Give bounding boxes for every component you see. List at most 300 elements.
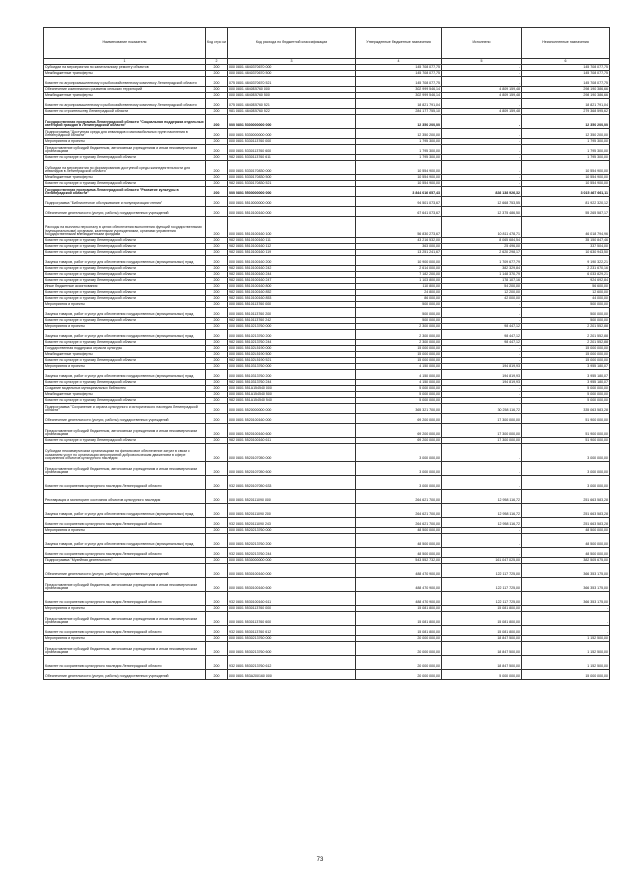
row-remaining: 15 000 000,00	[522, 358, 610, 364]
row-line-code: 200	[206, 548, 228, 558]
row-line-code: 200	[206, 207, 228, 217]
row-executed: 30 258 116,72	[442, 404, 522, 414]
row-executed: 194 819,93	[442, 370, 522, 380]
row-approved: 145 708 077,75	[356, 77, 442, 87]
row-budget-code: 000 0801 5330000000 000	[228, 129, 356, 139]
row-remaining: 298 190 386,66	[522, 87, 610, 93]
row-budget-code: 000 0801 5510313760 200	[228, 370, 356, 380]
row-name: Комитет по культуре и туризму Ленинградской области	[44, 238, 206, 244]
row-line-code: 200	[206, 284, 228, 290]
row-approved: 3 000 000,00	[356, 444, 442, 462]
row-line-code: 200	[206, 308, 228, 318]
row-name: Предоставление субсидий бюджетным, автономным учреждениям и иным некоммерческим организациям	[44, 642, 206, 656]
row-name: Мероприятия и проекты	[44, 636, 206, 642]
row-name: Комитет по культуре и туризму Ленинградской области	[44, 358, 206, 364]
row-remaining: 51 900 000,00	[522, 424, 610, 438]
row-remaining: 1 795 300,00	[522, 145, 610, 155]
row-line-code: 200	[206, 490, 228, 504]
row-executed: 12 375 486,50	[442, 207, 522, 217]
column-number: 3	[228, 59, 356, 65]
row-remaining: 2 201 552,88	[522, 330, 610, 340]
row-name: Расходы на выплаты персоналу в целях обеспечения выполнения функций государственными (муниципальными) органами, казенными учреждениями, органами управления государственными внебюджетными фондами	[44, 217, 206, 238]
row-line-code: 200	[206, 438, 228, 444]
row-name: Комитет по сохранению культурного наследия Ленинградской области	[44, 518, 206, 528]
row-executed: 12 200,00	[442, 290, 522, 296]
row-remaining: 44 000,00	[522, 296, 610, 302]
row-approved: 15 000 000,00	[356, 352, 442, 358]
row-remaining: 251 663 583,28	[522, 490, 610, 504]
row-approved: 5 000 000,00	[356, 386, 442, 392]
row-executed: 10 811 478,71	[442, 217, 522, 238]
row-budget-code: 000 0801 5330170830 000	[228, 161, 356, 175]
row-remaining: 3 000 000,00	[522, 444, 610, 462]
row-executed: 12 958 116,72	[442, 490, 522, 504]
table-row	[44, 564, 610, 578]
table-row	[44, 99, 610, 109]
row-remaining: 10 554 900,00	[522, 161, 610, 175]
row-approved: 20 000 000,00	[356, 636, 442, 642]
row-line-code: 200	[206, 238, 228, 244]
row-remaining: 500 000,00	[522, 318, 610, 324]
row-approved: 4 150 000,00	[356, 370, 442, 380]
row-approved: 10 554 900,00	[356, 175, 442, 181]
row-remaining: 15 000 000,00	[522, 346, 610, 352]
row-line-code: 200	[206, 217, 228, 238]
row-executed: 178 107,16	[442, 278, 522, 284]
row-approved: 10 554 900,00	[356, 181, 442, 187]
row-executed: 828 138 926,32	[442, 187, 522, 197]
row-approved: 12 350 200,00	[356, 129, 442, 139]
row-approved: 15 000 000,00	[356, 358, 442, 364]
row-name: Мероприятия и проекты	[44, 364, 206, 370]
table-row	[44, 534, 610, 548]
row-line-code: 200	[206, 462, 228, 476]
row-budget-code: 000 0801 5510213760 000	[228, 324, 356, 330]
row-name: Комитет по культуре и туризму Ленинградской области	[44, 266, 206, 272]
row-approved: 363 000,00	[356, 244, 442, 250]
table-row	[44, 476, 610, 490]
row-remaining: 5 000 000,00	[522, 386, 610, 392]
row-line-code: 200	[206, 324, 228, 330]
row-budget-code: 000 0801 55102L5190 000	[228, 346, 356, 352]
row-line-code: 200	[206, 175, 228, 181]
row-approved: 3 000 000,00	[356, 476, 442, 490]
row-executed: 12 668 753,55	[442, 197, 522, 207]
row-remaining: 382 505 675,00	[522, 558, 610, 564]
column-number: 2	[206, 59, 228, 65]
row-name: Закупка товаров, работ и услуг для обеспечения государственных (муниципальных) нужд	[44, 534, 206, 548]
row-remaining: 366 353 175,00	[522, 564, 610, 578]
row-budget-code: 000 0801 5520111090 200	[228, 504, 356, 518]
row-line-code: 200	[206, 352, 228, 358]
row-approved: 94 501 073,67	[356, 197, 442, 207]
row-budget-code: 932 0801 5530113760 612	[228, 626, 356, 636]
row-name: Предоставление субсидий бюджетным, автономным учреждениям и иным некоммерческим организациям	[44, 145, 206, 155]
row-name: Межбюджетные трансферты	[44, 175, 206, 181]
row-budget-code: 982 0801 5330170830 521	[228, 181, 356, 187]
row-line-code: 200	[206, 145, 228, 155]
row-budget-code: 000 0801 4840Б5760 500	[228, 93, 356, 99]
row-name: Комитет по культуре и туризму Ленинградской области	[44, 272, 206, 278]
row-budget-code: 000 0801 5530213760 000	[228, 636, 356, 642]
column-number: 1	[44, 59, 206, 65]
row-budget-code: 000 0801 551A154540 500	[228, 392, 356, 398]
row-approved: 48 500 000,00	[356, 548, 442, 558]
row-remaining: 3 000 000,00	[522, 462, 610, 476]
row-budget-code: 932 0801 5520213760 244	[228, 548, 356, 558]
row-line-code: 200	[206, 476, 228, 490]
row-executed: 1 709 677,79	[442, 256, 522, 266]
row-budget-code: 000 0801 551A154540 000	[228, 386, 356, 392]
row-budget-code: 000 0801 4840Б5760 000	[228, 87, 356, 93]
row-name: Закупка товаров, работ и услуг для обеспечения государственных (муниципальных) нужд	[44, 256, 206, 266]
table-row	[44, 670, 610, 680]
row-budget-code: 982 0801 5510100160 247	[228, 278, 356, 284]
row-executed: 98 447,12	[442, 330, 522, 340]
row-remaining: 5 000 000,00	[522, 392, 610, 398]
row-budget-code: 000 0801 5330113760 600	[228, 145, 356, 155]
row-budget-code: 932 0801 5520111090 243	[228, 518, 356, 528]
table-row	[44, 462, 610, 476]
row-name: Обеспечение деятельности (услуги, работы) государственных учреждений	[44, 207, 206, 217]
row-executed: -	[442, 352, 522, 358]
row-budget-code: 000 0801 553A200160 000	[228, 670, 356, 680]
row-approved: 4 150 000,00	[356, 364, 442, 370]
row-executed: 4 809 159,48	[442, 93, 522, 99]
row-remaining: 1 795 300,00	[522, 155, 610, 161]
header-executed: Исполнено	[442, 28, 522, 59]
row-budget-code: 000 0801 5510213760 200	[228, 330, 356, 340]
row-name: Комитет по культуре и туризму Ленинградской области	[44, 290, 206, 296]
row-budget-code: 000 0801 5520213760 000	[228, 528, 356, 534]
table-row	[44, 161, 610, 175]
row-remaining: 279 368 595,62	[522, 109, 610, 115]
row-budget-code: 982 0801 5510100160 852	[228, 290, 356, 296]
row-remaining: 51 900 000,00	[522, 414, 610, 424]
row-name: Комитет по культуре и туризму Ленинградской области	[44, 398, 206, 404]
row-name: Мероприятия и проекты	[44, 528, 206, 534]
page-number: 73	[316, 857, 324, 863]
row-executed: 54 200,00	[442, 284, 522, 290]
row-name: Комитет по культуре и туризму Ленинградской области	[44, 250, 206, 256]
table-row	[44, 504, 610, 518]
row-remaining: 55 265 587,17	[522, 207, 610, 217]
row-budget-code: 000 0801 5510100160 100	[228, 217, 356, 238]
row-line-code: 200	[206, 302, 228, 308]
table-row	[44, 77, 610, 87]
row-remaining: 145 708 077,75	[522, 77, 610, 87]
row-name: Комитет по строительству Ленинградской области	[44, 109, 206, 115]
row-approved: 488 470 900,00	[356, 578, 442, 592]
row-approved: 15 081 800,00	[356, 612, 442, 626]
row-executed: 18 847 500,00	[442, 636, 522, 642]
table-row	[44, 424, 610, 438]
table-row	[44, 612, 610, 626]
row-line-code: 200	[206, 606, 228, 612]
row-executed: -	[442, 462, 522, 476]
row-budget-code: 982 0801 5510100160 242	[228, 266, 356, 272]
row-executed: -	[442, 346, 522, 352]
row-name: Предоставление субсидий бюджетным, автономным учреждениям и иным некоммерческим организациям	[44, 578, 206, 592]
table-row	[44, 217, 610, 238]
row-line-code: 200	[206, 266, 228, 272]
row-executed: 382 329,84	[442, 266, 522, 272]
row-remaining: 10 554 900,00	[522, 175, 610, 181]
row-remaining: 9 190 322,21	[522, 256, 610, 266]
row-approved: 15 081 800,00	[356, 606, 442, 612]
row-line-code: 200	[206, 504, 228, 518]
row-line-code: 200	[206, 534, 228, 548]
row-executed: 12 958 116,72	[442, 504, 522, 518]
row-budget-code: 982 0801 5510100160 853	[228, 296, 356, 302]
table-row	[44, 626, 610, 636]
row-remaining: -	[522, 626, 610, 636]
row-line-code: 200	[206, 424, 228, 438]
row-line-code: 200	[206, 444, 228, 462]
row-line-code: 200	[206, 392, 228, 398]
table-row	[44, 578, 610, 592]
header-line-code: Код стро ки	[206, 28, 228, 59]
row-name: Закупка товаров, работ и услуг для обеспечения государственных (муниципальных) нужд	[44, 370, 206, 380]
row-line-code: 200	[206, 398, 228, 404]
row-line-code: 200	[206, 404, 228, 414]
row-budget-code: 000 0801 5520000000 000	[228, 404, 356, 414]
row-name: Субсидии на мероприятия по формированию доступной среды жизнедеятельности для инвалидов в Ленинградской области	[44, 161, 206, 175]
row-budget-code: 982 0801 5510313760 244	[228, 380, 356, 386]
row-remaining: 1 795 300,00	[522, 139, 610, 145]
row-executed: 4 809 159,48	[442, 87, 522, 93]
row-line-code: 200	[206, 65, 228, 71]
row-budget-code: 000 0801 5530113760 600	[228, 612, 356, 626]
table-row	[44, 197, 610, 207]
row-executed: 17 300 000,00	[442, 414, 522, 424]
row-budget-code: 000 0801 5530100160 000	[228, 564, 356, 578]
row-name: Комитет по культуре и туризму Ленинградской области	[44, 318, 206, 324]
row-remaining: 3 000 000,00	[522, 476, 610, 490]
row-executed: -	[442, 476, 522, 490]
row-line-code: 200	[206, 139, 228, 145]
row-name: Закупка товаров, работ и услуг для обеспечения государственных (муниципальных) нужд	[44, 330, 206, 340]
row-line-code: 200	[206, 318, 228, 324]
row-remaining: 2 201 552,88	[522, 340, 610, 346]
row-approved: 145 708 077,75	[356, 65, 442, 71]
row-line-code: 200	[206, 528, 228, 534]
row-remaining: 12 600,00	[522, 290, 610, 296]
row-budget-code: 000 0801 5520213760 200	[228, 534, 356, 548]
row-name: Мероприятия и проекты	[44, 139, 206, 145]
row-name: Комитет по сохранению культурного наследия Ленинградской области	[44, 592, 206, 606]
row-name: Межбюджетные трансферты	[44, 392, 206, 398]
row-line-code: 200	[206, 181, 228, 187]
row-remaining: 35 150 847,46	[522, 238, 610, 244]
row-name: Комитет по сохранению культурного наследия Ленинградской области	[44, 626, 206, 636]
row-budget-code: 000 0801 5520100160 600	[228, 424, 356, 438]
row-line-code: 200	[206, 578, 228, 592]
row-budget-code: 000 0801 5330113760 000	[228, 139, 356, 145]
row-executed: 17 300 000,00	[442, 438, 522, 444]
row-line-code: 200	[206, 558, 228, 564]
table-row	[44, 256, 610, 266]
table-row	[44, 308, 610, 318]
row-executed: -	[442, 155, 522, 161]
row-executed: 122 117 725,00	[442, 564, 522, 578]
row-budget-code: 000 0801 5520111090 000	[228, 490, 356, 504]
row-budget-code: 932 0801 5530213760 612	[228, 656, 356, 670]
row-remaining: 46 018 794,96	[522, 217, 610, 238]
row-line-code: 200	[206, 364, 228, 370]
table-row	[44, 404, 610, 414]
table-header-row	[44, 28, 610, 59]
row-budget-code: 000 0801 5520107050 600	[228, 462, 356, 476]
row-budget-code: 000 0801 5530213760 600	[228, 642, 356, 656]
row-name: Подпрограмма "Сохранение и охрана культурного и исторического наследия Ленинградской области"	[44, 404, 206, 414]
row-remaining: 10 554 900,00	[522, 181, 610, 187]
row-budget-code: 075 0801 4840370670 521	[228, 77, 356, 87]
row-remaining: 12 350 200,00	[522, 115, 610, 129]
column-number: 5	[442, 59, 522, 65]
row-approved: 20 000 000,00	[356, 670, 442, 680]
report-sheet	[43, 27, 609, 680]
row-line-code: 200	[206, 358, 228, 364]
row-approved: 264 621 700,00	[356, 518, 442, 528]
table-row	[44, 656, 610, 670]
row-line-code: 200	[206, 93, 228, 99]
row-approved: 488 470 900,00	[356, 564, 442, 578]
row-approved: 264 621 700,00	[356, 504, 442, 518]
row-executed: 15 081 800,00	[442, 612, 522, 626]
row-executed: -	[442, 398, 522, 404]
row-name: Государственная поддержка отрасли культуры	[44, 346, 206, 352]
row-name: Комитет по сохранению культурного наследия Ленинградской области	[44, 476, 206, 490]
row-approved: 13 251 241,67	[356, 250, 442, 256]
table-row	[44, 548, 610, 558]
row-name: Комитет по сохранению культурного наследия Ленинградской области	[44, 656, 206, 670]
row-remaining: 366 353 175,00	[522, 578, 610, 592]
row-line-code: 200	[206, 386, 228, 392]
row-line-code: 200	[206, 244, 228, 250]
row-name: Закупка товаров, работ и услуг для обеспечения государственных (муниципальных) нужд	[44, 504, 206, 518]
row-name: Предоставление субсидий бюджетным, автономным учреждениям и иным некоммерческим организациям	[44, 462, 206, 476]
row-line-code: 200	[206, 296, 228, 302]
row-executed: 194 819,93	[442, 380, 522, 386]
column-number: 6	[522, 59, 610, 65]
row-executed: -	[442, 302, 522, 308]
row-budget-code: 000 0801 5330170830 500	[228, 175, 356, 181]
row-name: Обеспечение комплексного развития сельских территорий	[44, 87, 206, 93]
row-remaining: -	[522, 606, 610, 612]
row-approved: 284 177 755,10	[356, 109, 442, 115]
row-approved: 69 200 000,00	[356, 438, 442, 444]
row-executed: -	[442, 145, 522, 155]
row-name: Подпрограмма "Музейная деятельность"	[44, 558, 206, 564]
row-executed: 98 447,12	[442, 340, 522, 346]
row-approved: 500 000,00	[356, 318, 442, 324]
row-approved: 67 641 073,67	[356, 207, 442, 217]
row-budget-code: 982 0801 5510100160 119	[228, 250, 356, 256]
table-row	[44, 207, 610, 217]
row-name: Подпрограмма "Библиотечное обслуживание и популяризация чтения"	[44, 197, 206, 207]
row-line-code: 200	[206, 414, 228, 424]
row-name: Предоставление субсидий бюджетным, автономным учреждениям и иным некоммерческим организациям	[44, 612, 206, 626]
row-remaining: 298 190 386,66	[522, 93, 610, 99]
row-approved: 3 000 000,00	[356, 462, 442, 476]
row-executed: 17 300 000,00	[442, 424, 522, 438]
row-remaining: 924 692,84	[522, 278, 610, 284]
row-line-code: 200	[206, 642, 228, 656]
row-remaining: 1 152 500,00	[522, 636, 610, 642]
row-name: Подпрограмма "Доступная среда для инвалидов и маломобильных групп населения в Ленинградской области"	[44, 129, 206, 139]
row-line-code: 200	[206, 109, 228, 115]
row-executed: -	[442, 318, 522, 324]
row-remaining: 366 353 175,00	[522, 592, 610, 606]
row-name: Комитет по культуре и туризму Ленинградской области	[44, 278, 206, 284]
header-name: Наименование показателя	[44, 28, 206, 59]
row-name: Межбюджетные трансферты	[44, 93, 206, 99]
row-remaining: 145 708 077,75	[522, 65, 610, 71]
row-remaining: 2 231 670,16	[522, 266, 610, 272]
row-budget-code: 000 0801 4840370670 000	[228, 65, 356, 71]
table-row	[44, 592, 610, 606]
row-budget-code: 000 0801 5510100160 000	[228, 207, 356, 217]
row-budget-code: 000 0801 5530113760 000	[228, 606, 356, 612]
row-budget-code: 000 0801 5520107050 000	[228, 444, 356, 462]
row-executed: -	[442, 548, 522, 558]
row-name: Комитет по агропромышленному и рыбохозяйственному комплексу Ленинградской области	[44, 77, 206, 87]
row-executed: -	[442, 129, 522, 139]
table-row	[44, 444, 610, 462]
row-remaining: 15 000 000,00	[522, 670, 610, 680]
row-approved: 302 999 546,14	[356, 93, 442, 99]
row-approved: 2 300 000,00	[356, 340, 442, 346]
row-approved: 5 000 000,00	[356, 392, 442, 398]
row-approved: 488 470 900,00	[356, 592, 442, 606]
row-line-code: 200	[206, 115, 228, 129]
row-line-code: 200	[206, 272, 228, 278]
row-executed: 194 819,93	[442, 364, 522, 370]
row-executed: 5 000 000,00	[442, 670, 522, 680]
row-executed: 42 000,00	[442, 296, 522, 302]
row-budget-code: 000 0801 5520100160 000	[228, 414, 356, 424]
row-approved: 10 900 000,00	[356, 256, 442, 266]
row-approved: 10 554 900,00	[356, 161, 442, 175]
row-executed: 25 496,00	[442, 244, 522, 250]
row-budget-code: 932 0801 5520107050 633	[228, 476, 356, 490]
table-row	[44, 187, 610, 197]
row-remaining: 10 630 943,50	[522, 250, 610, 256]
row-budget-code: 000 0801 4840370670 500	[228, 71, 356, 77]
row-approved: 86 000,00	[356, 296, 442, 302]
row-executed: -	[442, 71, 522, 77]
row-name: Закупка товаров, работ и услуг для обеспечения государственных (муниципальных) нужд	[44, 308, 206, 318]
row-remaining: 48 500 000,00	[522, 548, 610, 558]
table-row	[44, 370, 610, 380]
row-budget-code: 981 0801 4840Б5760 522	[228, 109, 356, 115]
row-remaining: 15 000 000,00	[522, 352, 610, 358]
row-name: Комитет по сохранению культурного наследия Ленинградской области	[44, 548, 206, 558]
row-approved: 2 614 000,00	[356, 266, 442, 272]
row-budget-code: 000 0801 5510113760 200	[228, 308, 356, 318]
row-approved: 3 844 016 657,43	[356, 187, 442, 197]
budget-execution-table	[43, 27, 610, 680]
row-approved: 69 200 000,00	[356, 414, 442, 424]
row-budget-code: 000 0801 5510100160 800	[228, 284, 356, 290]
row-name: Субсидии некоммерческим организациям на финансовое обеспечение затрат в связи с оказанием услуг по организации мероприятий добровольческим движением в сфере сохранения объектов культурного наследия	[44, 444, 206, 462]
row-approved: 15 081 800,00	[356, 626, 442, 636]
row-line-code: 200	[206, 250, 228, 256]
row-remaining: 500 000,00	[522, 308, 610, 318]
row-budget-code: 982 0801 5510213760 244	[228, 340, 356, 346]
row-approved: 1 795 300,00	[356, 139, 442, 145]
